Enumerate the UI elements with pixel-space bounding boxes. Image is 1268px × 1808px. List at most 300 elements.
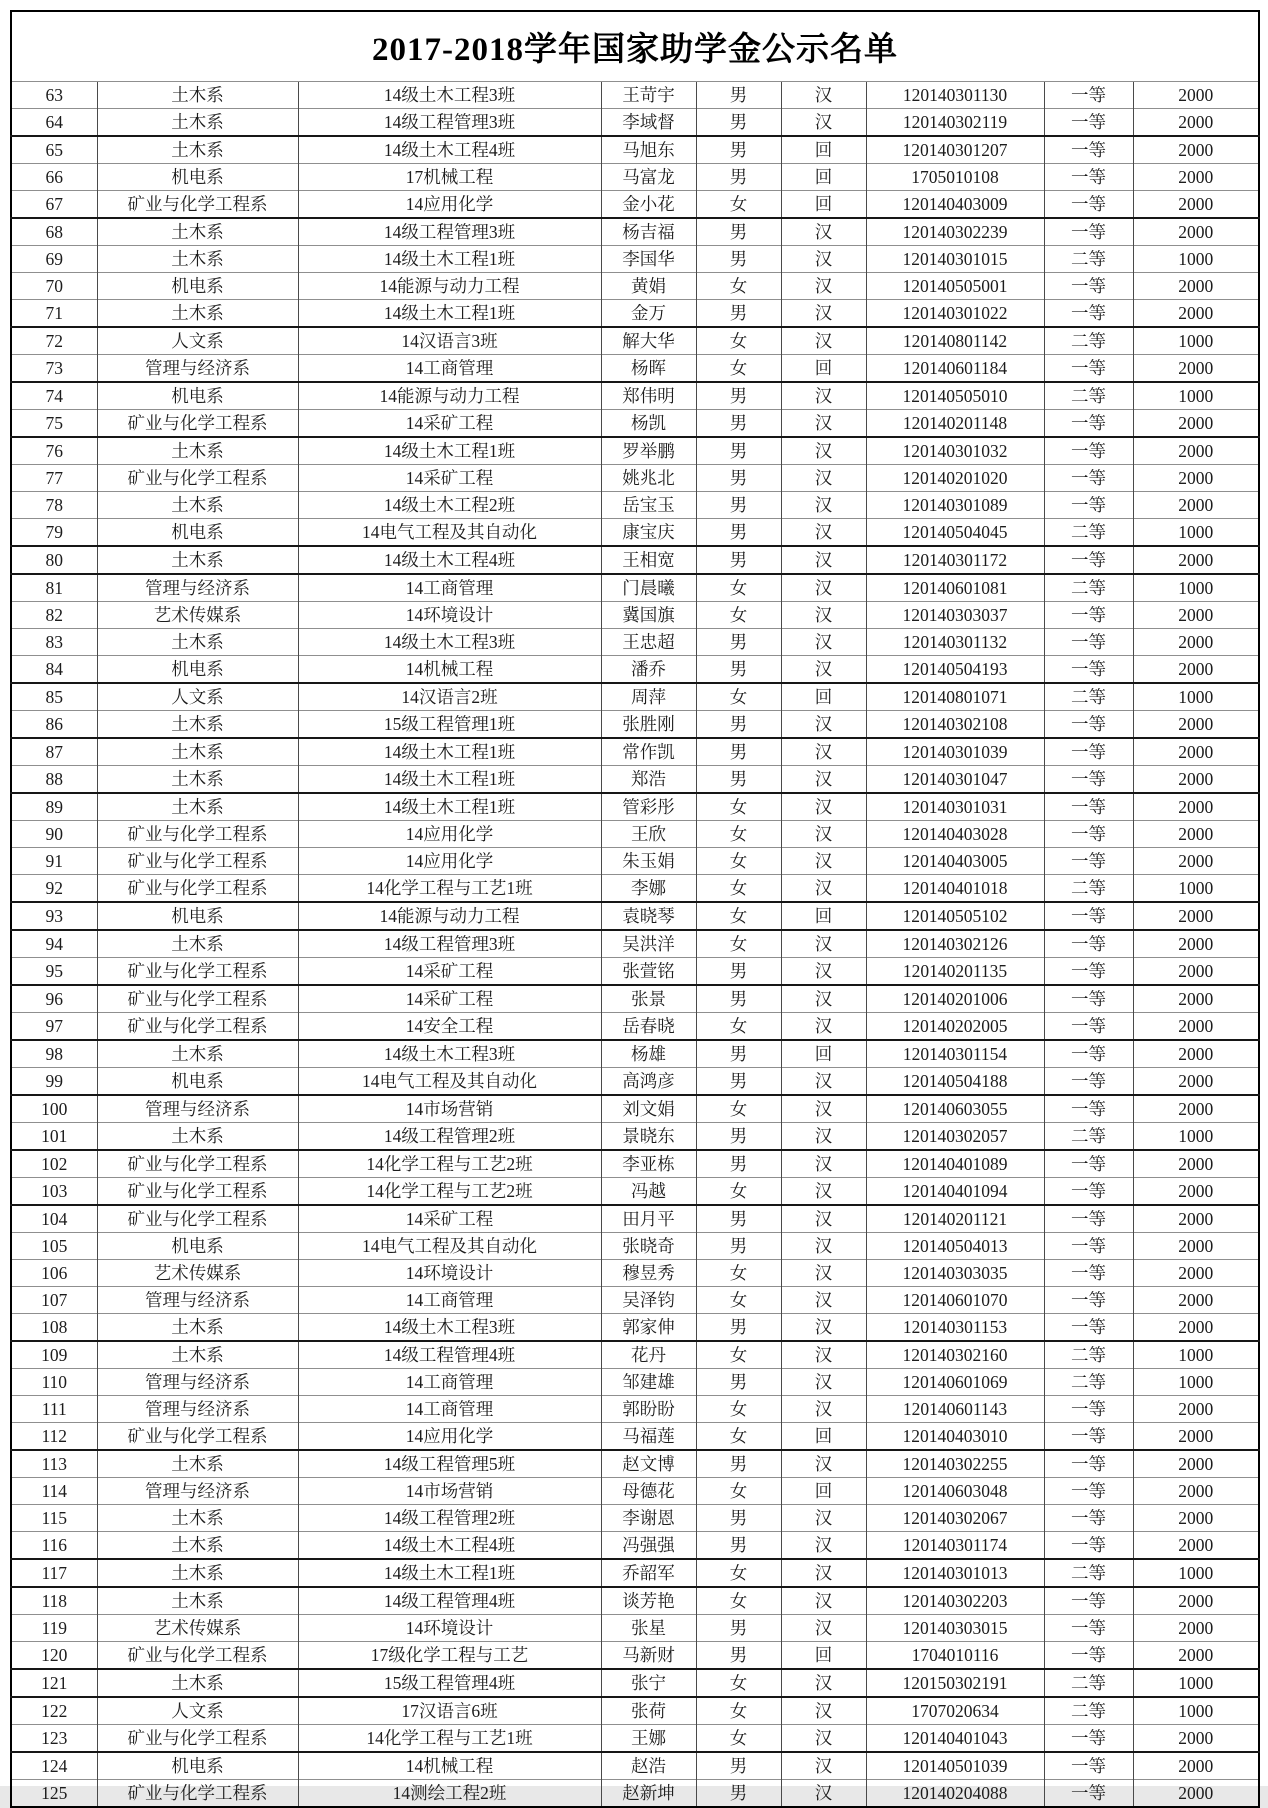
cell-amount: 2000	[1133, 1205, 1259, 1233]
cell-grade: 一等	[1044, 299, 1133, 327]
cell-no: 73	[11, 354, 97, 382]
cell-no: 93	[11, 902, 97, 930]
cell-gender: 男	[696, 628, 781, 655]
cell-gender: 男	[696, 546, 781, 574]
cell-name: 景晓东	[601, 1122, 696, 1150]
cell-gender: 女	[696, 1559, 781, 1587]
cell-gender: 男	[696, 299, 781, 327]
cell-ethnicity: 回	[781, 902, 866, 930]
cell-gender: 男	[696, 1368, 781, 1395]
cell-no: 72	[11, 327, 97, 355]
cell-department: 人文系	[97, 683, 298, 711]
cell-grade: 一等	[1044, 1752, 1133, 1780]
cell-no: 90	[11, 820, 97, 847]
cell-gender: 女	[696, 1095, 781, 1123]
cell-student-id: 120140504193	[866, 655, 1044, 683]
cell-grade: 一等	[1044, 1531, 1133, 1559]
cell-amount: 2000	[1133, 1313, 1259, 1341]
table-row	[11, 1559, 1259, 1587]
cell-ethnicity: 回	[781, 136, 866, 164]
cell-class: 17机械工程	[298, 163, 601, 190]
cell-student-id: 120140302239	[866, 218, 1044, 246]
cell-class: 14应用化学	[298, 820, 601, 847]
cell-amount: 2000	[1133, 1450, 1259, 1478]
cell-ethnicity: 汉	[781, 272, 866, 299]
cell-grade: 一等	[1044, 1504, 1133, 1531]
cell-ethnicity: 汉	[781, 1531, 866, 1559]
cell-student-id: 120140302108	[866, 710, 1044, 738]
cell-gender: 男	[696, 1205, 781, 1233]
cell-name: 邹建雄	[601, 1368, 696, 1395]
cell-gender: 男	[696, 1641, 781, 1669]
cell-ethnicity: 汉	[781, 1504, 866, 1531]
cell-gender: 男	[696, 1752, 781, 1780]
cell-class: 14级工程管理3班	[298, 108, 601, 136]
cell-class: 14化学工程与工艺1班	[298, 1724, 601, 1752]
cell-grade: 一等	[1044, 1067, 1133, 1095]
cell-name: 王苛宇	[601, 81, 696, 108]
cell-department: 矿业与化学工程系	[97, 190, 298, 218]
cell-ethnicity: 汉	[781, 1177, 866, 1205]
table-row	[11, 218, 1259, 246]
cell-gender: 男	[696, 1504, 781, 1531]
cell-class: 14级土木工程4班	[298, 136, 601, 164]
cell-gender: 男	[696, 1067, 781, 1095]
cell-student-id: 120140302067	[866, 1504, 1044, 1531]
cell-ethnicity: 汉	[781, 1286, 866, 1313]
cell-gender: 女	[696, 354, 781, 382]
cell-ethnicity: 汉	[781, 1150, 866, 1178]
cell-no: 69	[11, 245, 97, 272]
cell-no: 68	[11, 218, 97, 246]
cell-gender: 男	[696, 136, 781, 164]
table-row	[11, 985, 1259, 1013]
cell-class: 14级土木工程3班	[298, 1313, 601, 1341]
cell-grade: 一等	[1044, 190, 1133, 218]
cell-student-id: 120140301154	[866, 1040, 1044, 1068]
cell-student-id: 120140301032	[866, 437, 1044, 465]
cell-name: 田月平	[601, 1205, 696, 1233]
cell-no: 94	[11, 930, 97, 958]
cell-no: 118	[11, 1587, 97, 1615]
cell-ethnicity: 汉	[781, 1697, 866, 1725]
cell-class: 14级土木工程4班	[298, 1531, 601, 1559]
cell-name: 吴泽钧	[601, 1286, 696, 1313]
cell-name: 杨晖	[601, 354, 696, 382]
cell-amount: 2000	[1133, 1095, 1259, 1123]
cell-gender: 男	[696, 163, 781, 190]
cell-ethnicity: 汉	[781, 81, 866, 108]
cell-grade: 一等	[1044, 218, 1133, 246]
cell-no: 112	[11, 1422, 97, 1450]
cell-ethnicity: 汉	[781, 1779, 866, 1807]
cell-grade: 一等	[1044, 985, 1133, 1013]
cell-grade: 一等	[1044, 1395, 1133, 1422]
cell-no: 114	[11, 1477, 97, 1504]
table-row	[11, 655, 1259, 683]
cell-amount: 2000	[1133, 546, 1259, 574]
cell-no: 87	[11, 738, 97, 766]
cell-no: 67	[11, 190, 97, 218]
cell-name: 黄娟	[601, 272, 696, 299]
cell-student-id: 120140301132	[866, 628, 1044, 655]
cell-gender: 女	[696, 820, 781, 847]
cell-class: 14级土木工程1班	[298, 1559, 601, 1587]
cell-grade: 一等	[1044, 601, 1133, 628]
cell-gender: 男	[696, 655, 781, 683]
cell-grade: 一等	[1044, 354, 1133, 382]
cell-department: 土木系	[97, 1559, 298, 1587]
cell-class: 14应用化学	[298, 847, 601, 874]
table-row	[11, 464, 1259, 491]
cell-no: 89	[11, 793, 97, 821]
cell-no: 102	[11, 1150, 97, 1178]
cell-department: 机电系	[97, 1752, 298, 1780]
cell-student-id: 120140403028	[866, 820, 1044, 847]
cell-no: 92	[11, 874, 97, 902]
cell-grade: 一等	[1044, 1012, 1133, 1040]
cell-department: 管理与经济系	[97, 1095, 298, 1123]
cell-ethnicity: 汉	[781, 218, 866, 246]
cell-student-id: 120140403009	[866, 190, 1044, 218]
cell-class: 14级土木工程1班	[298, 738, 601, 766]
cell-gender: 男	[696, 1150, 781, 1178]
cell-department: 矿业与化学工程系	[97, 1177, 298, 1205]
cell-student-id: 120140403010	[866, 1422, 1044, 1450]
cell-name: 李国华	[601, 245, 696, 272]
cell-department: 土木系	[97, 1122, 298, 1150]
cell-grade: 一等	[1044, 655, 1133, 683]
cell-student-id: 120140301015	[866, 245, 1044, 272]
cell-grade: 一等	[1044, 628, 1133, 655]
cell-student-id: 120140201135	[866, 957, 1044, 985]
cell-name: 冀国旗	[601, 601, 696, 628]
cell-name: 朱玉娟	[601, 847, 696, 874]
cell-name: 冯强强	[601, 1531, 696, 1559]
cell-student-id: 120140302126	[866, 930, 1044, 958]
cell-grade: 一等	[1044, 437, 1133, 465]
cell-ethnicity: 汉	[781, 874, 866, 902]
cell-no: 121	[11, 1669, 97, 1697]
cell-class: 14采矿工程	[298, 957, 601, 985]
table-row	[11, 1368, 1259, 1395]
cell-grade: 二等	[1044, 683, 1133, 711]
table-row	[11, 1724, 1259, 1752]
cell-student-id: 120140301130	[866, 81, 1044, 108]
cell-name: 母德花	[601, 1477, 696, 1504]
cell-ethnicity: 汉	[781, 738, 866, 766]
cell-no: 96	[11, 985, 97, 1013]
cell-name: 马富龙	[601, 163, 696, 190]
cell-class: 14级土木工程3班	[298, 1040, 601, 1068]
cell-class: 17级化学工程与工艺	[298, 1641, 601, 1669]
cell-grade: 二等	[1044, 1122, 1133, 1150]
cell-ethnicity: 汉	[781, 437, 866, 465]
cell-student-id: 120140505001	[866, 272, 1044, 299]
cell-ethnicity: 汉	[781, 847, 866, 874]
cell-ethnicity: 汉	[781, 1559, 866, 1587]
table-row	[11, 574, 1259, 602]
cell-gender: 女	[696, 327, 781, 355]
cell-name: 罗举鹏	[601, 437, 696, 465]
cell-ethnicity: 汉	[781, 108, 866, 136]
cell-class: 14工商管理	[298, 1395, 601, 1422]
cell-department: 矿业与化学工程系	[97, 1779, 298, 1807]
table-row	[11, 902, 1259, 930]
cell-class: 14级土木工程3班	[298, 81, 601, 108]
cell-student-id: 120140601070	[866, 1286, 1044, 1313]
cell-grade: 二等	[1044, 574, 1133, 602]
cell-student-id: 120140302160	[866, 1341, 1044, 1369]
cell-name: 穆昱秀	[601, 1259, 696, 1286]
cell-name: 乔韶军	[601, 1559, 696, 1587]
table-row	[11, 1150, 1259, 1178]
cell-amount: 2000	[1133, 1752, 1259, 1780]
cell-class: 15级工程管理1班	[298, 710, 601, 738]
cell-name: 张萱铭	[601, 957, 696, 985]
cell-no: 103	[11, 1177, 97, 1205]
cell-department: 土木系	[97, 1040, 298, 1068]
cell-class: 14工商管理	[298, 1368, 601, 1395]
cell-department: 机电系	[97, 902, 298, 930]
cell-department: 土木系	[97, 108, 298, 136]
cell-ethnicity: 回	[781, 163, 866, 190]
cell-amount: 2000	[1133, 1395, 1259, 1422]
cell-ethnicity: 汉	[781, 1259, 866, 1286]
cell-amount: 1000	[1133, 518, 1259, 546]
cell-grade: 一等	[1044, 793, 1133, 821]
cell-department: 矿业与化学工程系	[97, 847, 298, 874]
cell-amount: 2000	[1133, 710, 1259, 738]
cell-ethnicity: 汉	[781, 1012, 866, 1040]
cell-amount: 2000	[1133, 793, 1259, 821]
cell-student-id: 120140505010	[866, 382, 1044, 410]
table-row	[11, 957, 1259, 985]
cell-department: 矿业与化学工程系	[97, 820, 298, 847]
table-row	[11, 601, 1259, 628]
cell-department: 土木系	[97, 1450, 298, 1478]
cell-class: 14级土木工程1班	[298, 793, 601, 821]
cell-department: 管理与经济系	[97, 1395, 298, 1422]
cell-class: 14汉语言2班	[298, 683, 601, 711]
cell-ethnicity: 汉	[781, 1313, 866, 1341]
cell-ethnicity: 汉	[781, 546, 866, 574]
cell-student-id: 120140301153	[866, 1313, 1044, 1341]
table-row	[11, 1341, 1259, 1369]
cell-grade: 一等	[1044, 930, 1133, 958]
cell-amount: 1000	[1133, 1341, 1259, 1369]
cell-name: 王相宽	[601, 546, 696, 574]
cell-department: 矿业与化学工程系	[97, 1641, 298, 1669]
table-row	[11, 820, 1259, 847]
cell-amount: 2000	[1133, 985, 1259, 1013]
cell-student-id: 120140403005	[866, 847, 1044, 874]
cell-no: 123	[11, 1724, 97, 1752]
cell-gender: 女	[696, 1669, 781, 1697]
cell-gender: 女	[696, 1477, 781, 1504]
table-row	[11, 1422, 1259, 1450]
cell-gender: 女	[696, 1259, 781, 1286]
cell-amount: 2000	[1133, 957, 1259, 985]
cell-class: 14级土木工程1班	[298, 765, 601, 793]
cell-grade: 一等	[1044, 847, 1133, 874]
table-row	[11, 1232, 1259, 1259]
cell-grade: 一等	[1044, 1587, 1133, 1615]
cell-no: 107	[11, 1286, 97, 1313]
cell-amount: 2000	[1133, 299, 1259, 327]
cell-amount: 2000	[1133, 1150, 1259, 1178]
cell-name: 郭家伸	[601, 1313, 696, 1341]
cell-class: 14化学工程与工艺2班	[298, 1177, 601, 1205]
cell-student-id: 120140302119	[866, 108, 1044, 136]
cell-amount: 1000	[1133, 683, 1259, 711]
cell-student-id: 120140601081	[866, 574, 1044, 602]
cell-gender: 女	[696, 1341, 781, 1369]
cell-gender: 女	[696, 1422, 781, 1450]
table-row	[11, 628, 1259, 655]
cell-ethnicity: 汉	[781, 1341, 866, 1369]
cell-name: 赵浩	[601, 1752, 696, 1780]
cell-name: 杨凯	[601, 409, 696, 437]
cell-department: 管理与经济系	[97, 1368, 298, 1395]
cell-class: 14采矿工程	[298, 985, 601, 1013]
cell-student-id: 120140302057	[866, 1122, 1044, 1150]
cell-grade: 二等	[1044, 1559, 1133, 1587]
cell-gender: 男	[696, 957, 781, 985]
cell-department: 土木系	[97, 1531, 298, 1559]
cell-no: 106	[11, 1259, 97, 1286]
table-row	[11, 491, 1259, 518]
cell-amount: 1000	[1133, 245, 1259, 272]
cell-department: 人文系	[97, 1697, 298, 1725]
cell-department: 矿业与化学工程系	[97, 464, 298, 491]
cell-student-id: 120140301013	[866, 1559, 1044, 1587]
cell-no: 120	[11, 1641, 97, 1669]
cell-ethnicity: 汉	[781, 327, 866, 355]
cell-student-id: 120140202005	[866, 1012, 1044, 1040]
cell-gender: 男	[696, 738, 781, 766]
cell-department: 土木系	[97, 710, 298, 738]
cell-ethnicity: 汉	[781, 1724, 866, 1752]
cell-gender: 男	[696, 518, 781, 546]
cell-class: 14电气工程及其自动化	[298, 1232, 601, 1259]
cell-amount: 2000	[1133, 218, 1259, 246]
cell-gender: 女	[696, 1395, 781, 1422]
cell-gender: 男	[696, 491, 781, 518]
cell-class: 14采矿工程	[298, 464, 601, 491]
cell-student-id: 120140301031	[866, 793, 1044, 821]
cell-grade: 一等	[1044, 1313, 1133, 1341]
cell-ethnicity: 汉	[781, 382, 866, 410]
cell-grade: 一等	[1044, 81, 1133, 108]
table-row	[11, 1259, 1259, 1286]
table-row	[11, 1313, 1259, 1341]
cell-ethnicity: 汉	[781, 1450, 866, 1478]
cell-gender: 男	[696, 1232, 781, 1259]
cell-no: 100	[11, 1095, 97, 1123]
cell-name: 刘文娟	[601, 1095, 696, 1123]
cell-grade: 一等	[1044, 464, 1133, 491]
table-row	[11, 437, 1259, 465]
cell-ethnicity: 汉	[781, 299, 866, 327]
cell-no: 71	[11, 299, 97, 327]
cell-department: 矿业与化学工程系	[97, 874, 298, 902]
cell-name: 吴洪洋	[601, 930, 696, 958]
cell-ethnicity: 汉	[781, 765, 866, 793]
cell-ethnicity: 汉	[781, 601, 866, 628]
cell-student-id: 120150302191	[866, 1669, 1044, 1697]
cell-department: 管理与经济系	[97, 354, 298, 382]
cell-gender: 男	[696, 765, 781, 793]
cell-amount: 2000	[1133, 1040, 1259, 1068]
cell-name: 潘乔	[601, 655, 696, 683]
cell-no: 119	[11, 1614, 97, 1641]
cell-gender: 男	[696, 1122, 781, 1150]
cell-amount: 2000	[1133, 437, 1259, 465]
cell-name: 姚兆北	[601, 464, 696, 491]
cell-amount: 2000	[1133, 190, 1259, 218]
cell-student-id: 120140601143	[866, 1395, 1044, 1422]
table-row	[11, 108, 1259, 136]
cell-class: 14机械工程	[298, 655, 601, 683]
cell-no: 79	[11, 518, 97, 546]
cell-grade: 一等	[1044, 1286, 1133, 1313]
cell-grade: 二等	[1044, 1697, 1133, 1725]
cell-name: 张宁	[601, 1669, 696, 1697]
cell-amount: 2000	[1133, 628, 1259, 655]
cell-class: 14电气工程及其自动化	[298, 1067, 601, 1095]
cell-department: 土木系	[97, 1669, 298, 1697]
cell-ethnicity: 回	[781, 683, 866, 711]
cell-amount: 2000	[1133, 409, 1259, 437]
cell-department: 土木系	[97, 136, 298, 164]
cell-no: 64	[11, 108, 97, 136]
cell-name: 李亚栋	[601, 1150, 696, 1178]
cell-no: 99	[11, 1067, 97, 1095]
cell-ethnicity: 汉	[781, 464, 866, 491]
cell-name: 张荷	[601, 1697, 696, 1725]
cell-name: 金小花	[601, 190, 696, 218]
table-row	[11, 272, 1259, 299]
cell-amount: 2000	[1133, 1531, 1259, 1559]
cell-amount: 2000	[1133, 108, 1259, 136]
cell-student-id: 120140401094	[866, 1177, 1044, 1205]
cell-student-id: 120140301172	[866, 546, 1044, 574]
cell-student-id: 120140504188	[866, 1067, 1044, 1095]
cell-ethnicity: 汉	[781, 1122, 866, 1150]
cell-student-id: 120140301022	[866, 299, 1044, 327]
cell-class: 14能源与动力工程	[298, 382, 601, 410]
cell-grade: 一等	[1044, 409, 1133, 437]
cell-name: 李域督	[601, 108, 696, 136]
cell-amount: 2000	[1133, 930, 1259, 958]
cell-amount: 2000	[1133, 1504, 1259, 1531]
cell-no: 110	[11, 1368, 97, 1395]
table-row	[11, 1286, 1259, 1313]
cell-ethnicity: 汉	[781, 518, 866, 546]
cell-department: 管理与经济系	[97, 1286, 298, 1313]
cell-gender: 女	[696, 874, 781, 902]
cell-class: 14采矿工程	[298, 409, 601, 437]
cell-class: 14安全工程	[298, 1012, 601, 1040]
cell-name: 张星	[601, 1614, 696, 1641]
cell-student-id: 120140401018	[866, 874, 1044, 902]
cell-class: 14汉语言3班	[298, 327, 601, 355]
cell-student-id: 120140401043	[866, 1724, 1044, 1752]
cell-department: 机电系	[97, 272, 298, 299]
cell-ethnicity: 汉	[781, 957, 866, 985]
cell-name: 袁晓琴	[601, 902, 696, 930]
